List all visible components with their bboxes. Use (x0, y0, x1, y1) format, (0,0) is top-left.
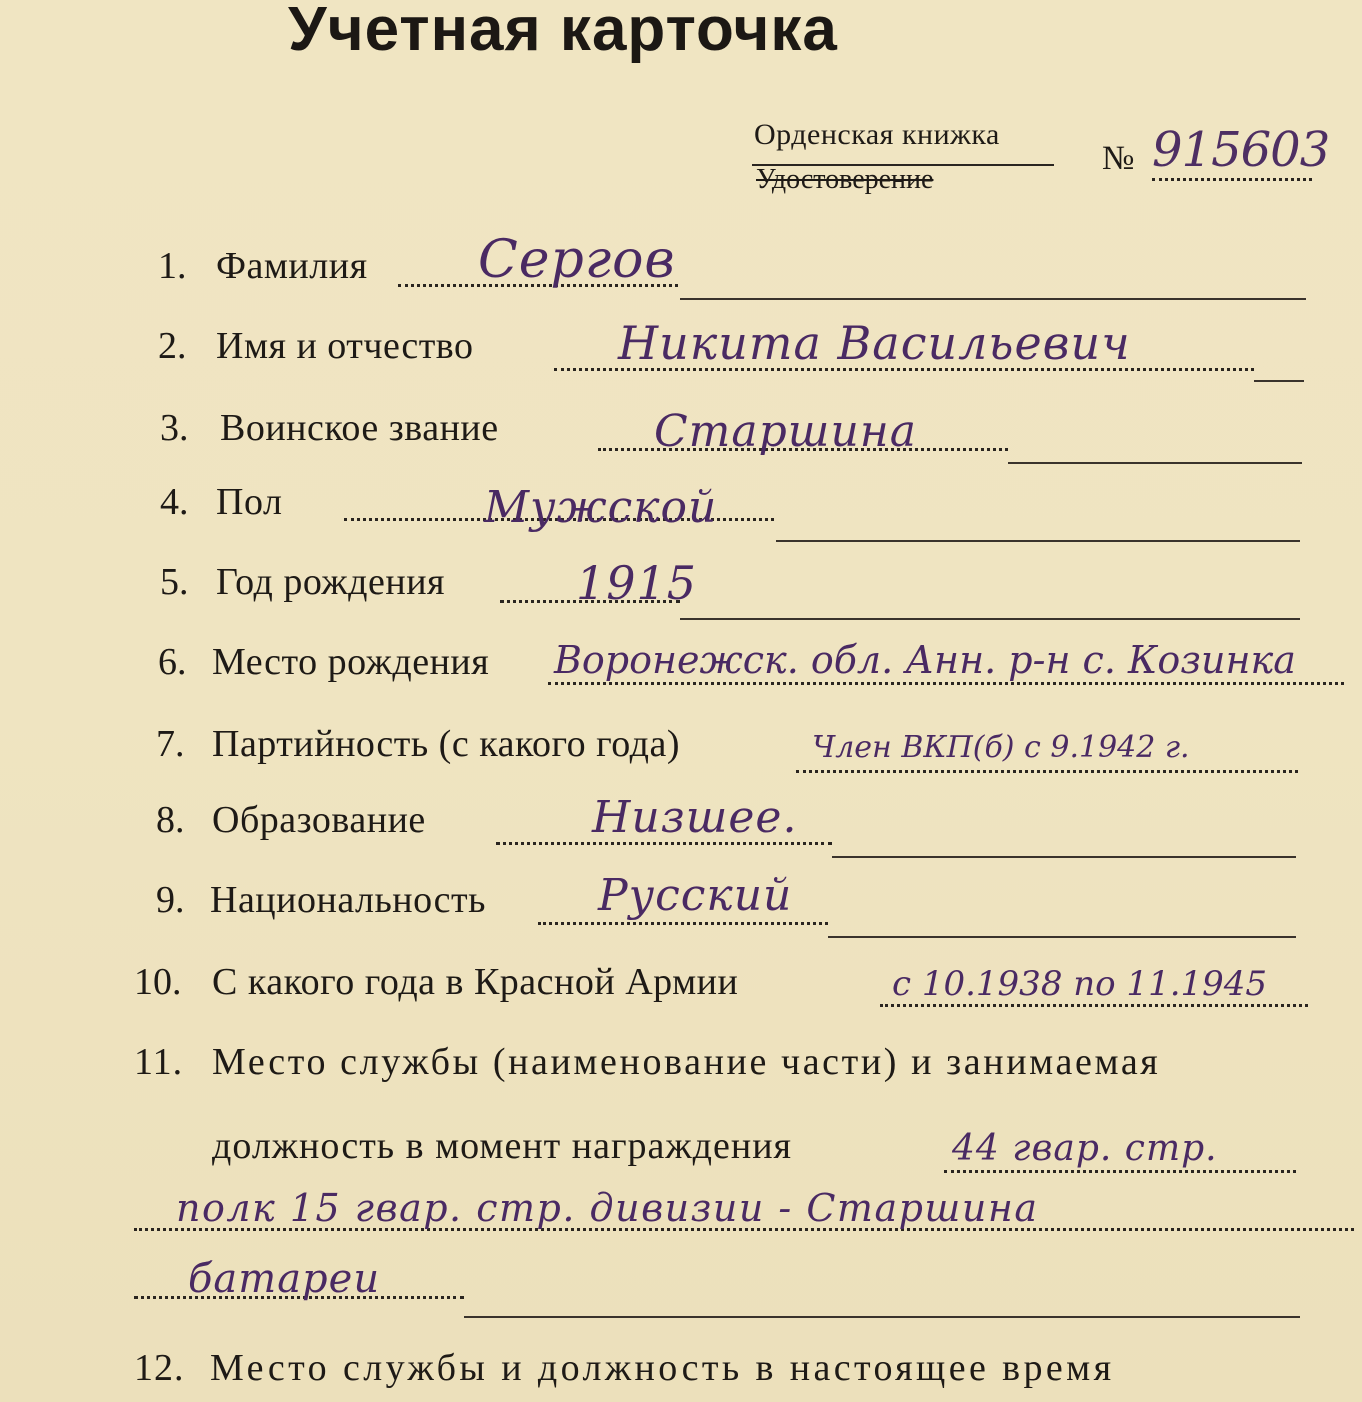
field-rule (828, 936, 1296, 938)
field-birth-year (0, 556, 1362, 640)
handwritten-value: Низшее. (592, 792, 798, 843)
field-rule (776, 540, 1300, 542)
field-education (0, 792, 1362, 878)
field-sex (0, 480, 1362, 560)
field-label: Национальность (210, 879, 486, 921)
field-rule (1008, 462, 1302, 464)
dotted-line (944, 1170, 1296, 1173)
handwritten-value-line3: батареи (188, 1256, 381, 1302)
field-military-rank (0, 406, 1362, 486)
handwritten-value: Мужской (484, 482, 718, 533)
field-label-line1: Место службы (наименование части) и занимаемая (212, 1041, 1161, 1083)
field-number: 7. (156, 723, 185, 765)
field-rule (680, 618, 1300, 620)
field-number: 1. (158, 245, 187, 287)
dotted-line (548, 682, 1344, 685)
card-title: Учетная карточка (288, 0, 838, 64)
field-label: Место службы и должность в настоящее время (210, 1347, 1115, 1389)
field-number: 8. (156, 799, 185, 841)
dotted-line (880, 1004, 1308, 1007)
handwritten-value: Воронежск. обл. Анн. р-н с. Козинка (554, 638, 1296, 682)
certificate-label-crossed: Удостоверение (756, 164, 934, 195)
field-label-line2: должность в момент награждения (212, 1125, 793, 1167)
field-army-since (0, 960, 1362, 1040)
field-number: 3. (160, 407, 189, 449)
field-label: Образование (212, 799, 426, 841)
field-label: Имя и отчество (216, 325, 474, 367)
field-party-membership (0, 722, 1362, 802)
field-nationality (0, 870, 1362, 958)
field-number: 10. (134, 961, 182, 1003)
field-label: Партийность (с какого года) (212, 723, 681, 765)
handwritten-value: с 10.1938 по 11.1945 (892, 964, 1268, 1004)
handwritten-value: Старшина (654, 406, 918, 457)
field-number: 11. (134, 1041, 184, 1083)
field-number: 6. (158, 641, 187, 683)
field-label: Место рождения (212, 641, 490, 683)
dotted-line (796, 770, 1298, 773)
dotted-line (538, 922, 828, 925)
field-rule (832, 856, 1296, 858)
field-number: 5. (160, 561, 189, 603)
field-rule (1254, 380, 1304, 382)
field-number: 2. (158, 325, 187, 367)
field-label: Фамилия (216, 245, 368, 287)
handwritten-value-line2: полк 15 гвар. стр. дивизии - Старшина (176, 1186, 1039, 1230)
field-number: 4. (160, 481, 189, 523)
field-rule (464, 1316, 1300, 1318)
number-sign: № (1102, 140, 1135, 177)
handwritten-value: Член ВКП(б) с 9.1942 г. (812, 730, 1190, 765)
order-book-number: 915603 (1152, 122, 1330, 178)
field-label: С какого года в Красной Армии (212, 961, 739, 1003)
handwritten-value: Русский (598, 870, 793, 921)
field-name-patronymic (0, 316, 1362, 404)
field-label: Год рождения (216, 561, 446, 603)
handwritten-value: Сергов (478, 230, 676, 290)
field-label: Воинское звание (220, 407, 499, 449)
handwritten-value: Никита Васильевич (618, 316, 1131, 370)
field-label: Пол (216, 481, 283, 523)
field-surname (0, 230, 1362, 324)
field-number: 9. (156, 879, 185, 921)
order-book-label: Орденская книжка (754, 118, 1000, 151)
handwritten-value: 1915 (576, 556, 698, 610)
field-number: 12. (134, 1347, 185, 1389)
handwritten-value-line1: 44 гвар. стр. (952, 1128, 1218, 1169)
number-dotted-line (1152, 178, 1312, 181)
field-birth-place (0, 640, 1362, 720)
field-rule (680, 298, 1306, 300)
